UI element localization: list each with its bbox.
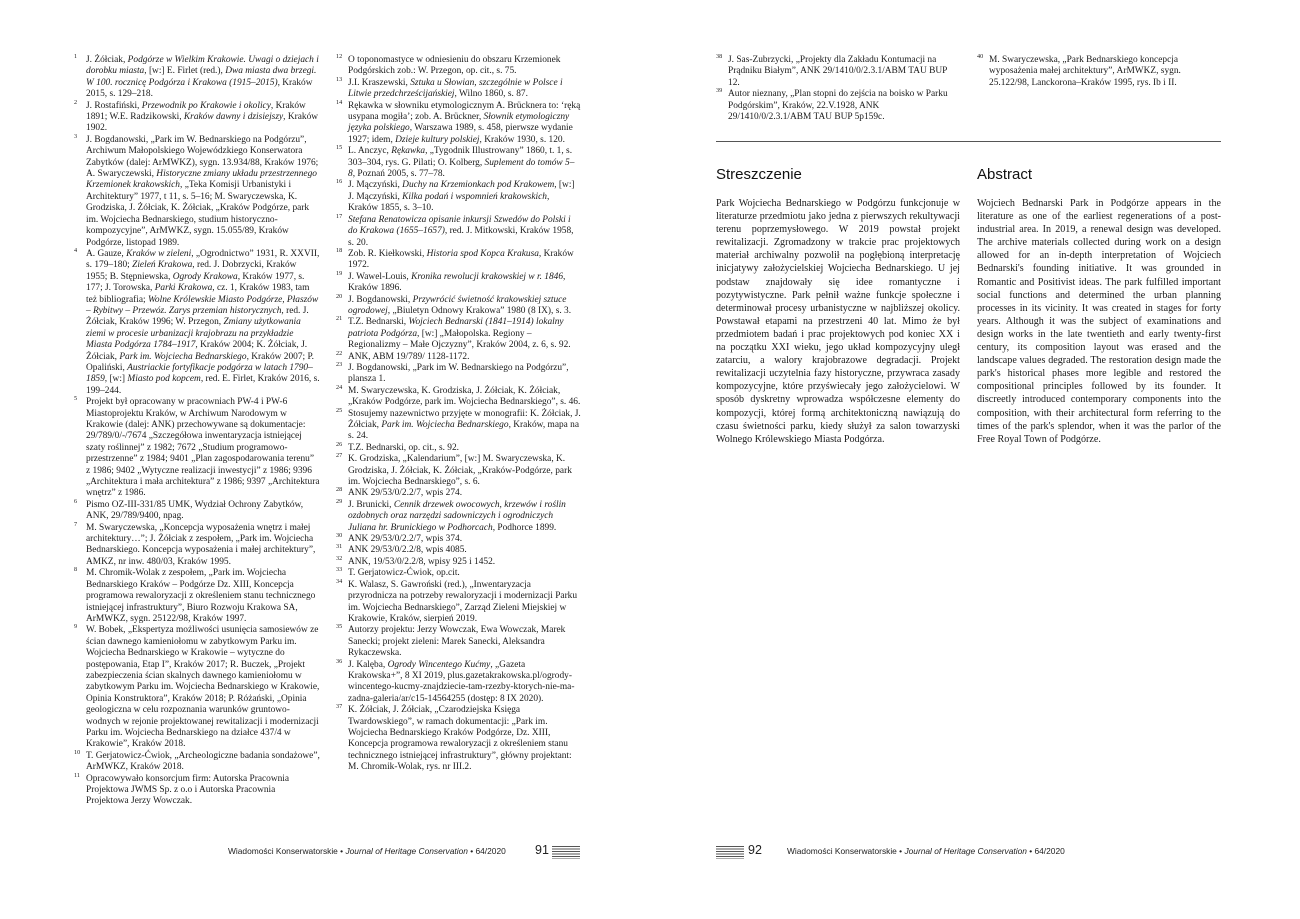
footnote-16 (336, 180, 581, 214)
footnote-text: J. Bogdanowski, Przywrócić świetność krakowskiej sztuce ogrodowej, „Biuletyn Odnowy Krakowa” 1980 (8 IX), s. 3. (348, 294, 572, 316)
footnote-number: 21 (336, 315, 343, 323)
footnote-35 (336, 625, 581, 659)
footnote-number: 3 (74, 132, 78, 140)
footnote-text: M. Swaryczewska, K. Grodziska, J. Żółciak, K. Żółciak, „Kraków Podgórze, park im. Wojciecha Bednarskiego”, s. 46. (348, 385, 581, 408)
footnote-7 (74, 520, 320, 569)
footnote-31 (336, 545, 581, 556)
footnote-29 (336, 497, 581, 534)
abstract-heading: Abstract (977, 166, 1033, 183)
footnote-25 (336, 406, 581, 443)
footnote-3 (74, 132, 320, 249)
footnote-number: 7 (74, 520, 78, 528)
footnote-text: T. Gerjatowicz-Ćwiok, „Archeologiczne badania sondażowe”, ArMWKZ, Kraków 2018. (86, 750, 320, 773)
footnote-number: 36 (336, 657, 343, 665)
footer-journal-title-en: Journal of Heritage Conservation (904, 846, 1027, 856)
footnote-text: J. Sas-Zubrzycki, „Projekty dla Zakładu Kontumacji na Prądniku Białym”, ANK 29/1410/0/2.3.1/ABM TAU BUP 12. (728, 55, 948, 88)
footnote-15 (336, 146, 581, 180)
footnote-number: 29 (336, 497, 343, 505)
footnotes-column-1 (74, 55, 320, 808)
footnote-text: J. Żółciak, Podgórze w Wielkim Krakowie. Uwagi o dziejach i dorobku miasta, [w:] E. Firlet (red.), Dwa miasta dwa brzegi. W 100. rocznicę Podgórza i Krakowa (1915–2015), Kraków 2015, s. 129–218. (86, 55, 319, 100)
right-page (650, 0, 1300, 919)
footnote-text: Zob. R. Kiełkowski, Historia spod Kopca Krakusa, Kraków 1972. (348, 248, 574, 271)
footnote-39 (716, 89, 960, 123)
footnote-23 (336, 360, 581, 386)
footer-journal-title: Wiadomości Konserwatorskie (787, 846, 897, 856)
footnote-26 (336, 440, 581, 454)
footnote-text: J. Mączyński, Duchy na Krzemionkach pod Krakowem, [w:] J. Mączyński, Kilka podań i wspomnień krakowskich, Kraków 1855, s. 3–10. (348, 180, 575, 214)
footnote-number: 15 (336, 144, 343, 152)
footnote-text: M. Swaryczewska, „Koncepcja wyposażenia wnętrz i małej architektury…”; J. Żółciak z zespołem, „Park im. Wojciecha Bednarskiego. Koncepcja wyposażenia i małej architektury”, AMKZ, nr inw. 480/03, Kraków 1995. (86, 522, 316, 567)
footnote-number: 22 (336, 349, 343, 357)
footnote-text: ANK, 19/53/0/2.2/8, wpisy 925 i 1452. (348, 556, 496, 567)
footnote-text: K. Żółciak, J. Żółciak, „Czarodziejska Księga Twardowskiego”, w ramach dokumentacji: „Park im. Wojciecha Bednarskiego Kraków Podgórze, Dz. XIII, Koncepcja programowa rewaloryzacji z określeniem stanu technicznego istniejącej infrastruktury”, główny projektant: M. Chromik-Wolak, rys. nr III.2. (348, 705, 572, 773)
streszczenie-text: Park Wojciecha Bednarskiego w Podgórzu funkcjonuje w literaturze przedmiotu jako jedna z pierwszych rekultywacji terenu poprzemysłowego. W 2019 powstał projekt rewitalizacji. Zgromadzony w trakcie prac projektowych materiał archiwalny pozwolił na pogłębioną interpretację inicjatywy założycielskiej Wojciecha Bednarskiego. U jej podstaw znajdowały się idee romantyczne i pozytywistyczne. Park pełnił ważne funkcje społeczne i determinował procesy urbanistyczne w najbliższej okolicy. Powstawał etapami na przestrzeni 40 lat. Mimo że był przedmiotem badań i prac projektowych pod koniec XX i na początku XXI wieku, jego układ kompozycyjny uległ zatarciu, a walory krajobrazowe degradacji. Projekt rewitalizacji uczytelnia fazy historyczne, przywraca zasady kompozycyjne, które przyświecały jego założycielowi. W sposób dyskretny wprowadza współczesne elementy do kompozycji, której formą architektoniczną nawiązują do czasu świetności parku, kiedy służył za salon towarzyski Wolnego Królewskiego Miasta Podgórza. (716, 198, 960, 445)
footnote-number: 5 (74, 395, 78, 403)
footnote-number: 4 (74, 246, 78, 254)
footnote-28 (336, 488, 581, 499)
streszczenie-heading: Streszczenie (716, 166, 802, 183)
footnote-17 (336, 212, 581, 249)
footnote-text: J. Brunicki, Cennik drzewek owocowych, krzewów i roślin ozdobnych oraz narzędzi sadowniczych i ogrodniczych Juliana hr. Brunickiego w Podhorcach, Podhorce 1899. (348, 499, 566, 533)
footnote-number: 20 (336, 292, 343, 300)
footnote-text: M. Chromik-Wolak z zespołem, „Park im. Wojciecha Bednarskiego Kraków – Podgórze Dz. XIII, Koncepcja programowa rewaloryzacji z określeniem stanu technicznego istniejącej infrastruktury”, Biuro Rozwoju Krakowa SA, ArMWKZ, sygn. 25122/98, Kraków 1997. (86, 568, 316, 624)
footnote-33 (336, 568, 581, 579)
footer-issue: 64/2020 (1034, 846, 1065, 856)
footnote-text: J. Kalęba, Ogrody Wincentego Kućmy, „Gazeta Krakowska+”, 8 XI 2019, plus.gazetakrakowska.pl/ogrody-wincentego-kucmy-znajdziecie-tam-rzezby-ktorych-nie-ma-zadna-galeria/ar/c15-14564255 (dostęp: 8 IX 2020). (348, 659, 575, 704)
footnote-text: J. Bogdanowski, „Park im W. Bednarskiego na Podgórzu”, plansza 1. (348, 362, 569, 385)
footnote-11 (74, 771, 320, 808)
footnote-text: K. Grodziska, „Kalendarium”, [w:] M. Swaryczewska, K. Grodziska, J. Żółciak, K. Żółciak, „Kraków-Podgórze, park im. Wojciecha Bednarskiego”, s. 6. (348, 454, 572, 488)
section-divider (716, 141, 1221, 142)
footnote-text: Autor nieznany, „Plan stopni do zejścia na boisko w Parku Podgórskim”, Kraków, 22.V.1928, ANK 29/1410/0/2.3.1/ABM TAU BUP 5p159c. (728, 89, 948, 123)
footnote-number: 17 (336, 212, 343, 220)
footer-journal-title-en: Journal of Heritage Conservation (345, 846, 468, 856)
footnote-number: 35 (336, 623, 343, 631)
footnote-text: Stosujemy nazewnictwo przyjęte w monografii: K. Żółciak, J. Żółciak, Park im. Wojciecha Bednarskiego, Kraków, mapa na s. 24. (348, 408, 581, 442)
footnote-number: 31 (336, 543, 343, 551)
footnotes-column-2 (977, 55, 1221, 89)
footnote-number: 39 (716, 87, 723, 95)
footnote-number: 25 (336, 406, 343, 414)
footnote-number: 32 (336, 554, 343, 562)
footnote-number: 9 (74, 623, 78, 631)
footnote-number: 40 (977, 53, 984, 60)
footnote-4 (74, 246, 320, 397)
footnote-number: 28 (336, 486, 343, 494)
footnote-number: 38 (716, 53, 723, 60)
footnote-text: ANK, ABM 19/789/ 1128-1172. (348, 351, 470, 362)
footnote-24 (336, 383, 581, 409)
footnotes-column-2 (336, 55, 581, 774)
footnote-text: Autorzy projektu: Jerzy Wowczak, Ewa Wowczak, Marek Sanecki; projekt zieleni: Marek Sanecki, Aleksandra Rykaczewska. (348, 625, 566, 659)
footnote-2 (74, 98, 320, 135)
footnotes-column-1 (716, 55, 960, 123)
footnote-19 (336, 269, 581, 295)
footnote-text: Rękawka w słowniku etymologicznym A. Brücknera to: ‘ręką usypana mogiła’; zob. A. Brückner, Słownik etymologiczny języka polskiego, Warszawa 1989, s. 458, pierwsze wydanie 1927; idem, Dzieje kultury polskiej, Kraków 1930, s. 120. (348, 100, 581, 145)
footnote-text: Projekt był opracowany w pracowniach PW-4 i PW-6 Miastoprojektu Kraków, w Archiwum Narodowym w Krakowie (dalej: ANK) przechowywane są dokumentacje: 29/789/0/-/7674 „Szczegółowa inwentaryzacja istniejącej szaty roślinnej” z 1982; 7672 „Studium programowo-przestrzenne” z 1984; 9401 „Plan zagospodarowania terenu” z 1986; 9402 „Wytyczne realizacji inwestycji” z 1986; 9396 „Architektura i mała architektura” z 1986; 9397 „Architektura wnętrz” z 1986. (86, 397, 320, 499)
footnote-38 (716, 55, 960, 89)
footnote-8 (74, 568, 320, 625)
footnote-number: 10 (74, 748, 81, 756)
footnote-number: 2 (74, 98, 78, 106)
footnote-text: ANK 29/53/0/2.2/7, wpis 274. (348, 488, 463, 499)
footnote-1 (74, 55, 320, 101)
footnote-text: K. Walasz, S. Gawroński (red.), „Inwentaryzacja przyrodnicza na potrzeby rewaloryzacji i modernizacji Parku im. Wojciecha Bednarskiego”, Zarząd Zieleni Miejskiej w Krakowie, Kraków, sierpień 2019. (348, 579, 578, 624)
footnote-number: 34 (336, 577, 343, 585)
footnote-number: 1 (74, 53, 78, 60)
page-footer: Wiadomości Konserwatorskie • Journal of Heritage Conservation • 64/2020 (787, 846, 1065, 856)
footnote-21 (336, 317, 581, 351)
footer-issue: 64/2020 (475, 846, 506, 856)
abstract-text: Wojciech Bednarski Park in Podgórze appears in the literature as one of the earliest regenerations of a post-industrial area. In 2019, a renewal design was developed. The archive materials collected during work on a design allowed for an in-depth interpretation of Wojciech Bednarski's founding initiative. It was grounded in Romantic and Positivist ideas. The park fulfilled important social functions and determined the urban planning processes in its vicinity. It was created in stages for forty years. Although it was the subject of examinations and design works in the late twentieth and early twenty-first century, its composition layout was erased and the landscape values degraded. The restoration design made the park's historical phases more legible and restored the compositional principles followed by its founder. It discreetly introduced contemporary components into the composition, with their architectural form referring to the times of the park's splendor, when it was the parlor of the Free Royal Town of Podgórze. (977, 198, 1221, 445)
footnote-27 (336, 454, 581, 488)
page-number: 92 (748, 843, 762, 857)
footnote-text: ANK 29/53/0/2.2/8, wpis 4085. (348, 545, 467, 556)
footnote-number: 37 (336, 703, 343, 711)
footnote-number: 19 (336, 269, 343, 277)
footnote-text: J. Wawel-Louis, Kronika rewolucji krakowskiej w r. 1846, Kraków 1896. (348, 271, 566, 294)
footnote-number: 30 (336, 532, 343, 540)
footnote-number: 6 (74, 497, 78, 505)
footnote-number: 13 (336, 75, 343, 83)
footnote-37 (336, 705, 581, 773)
footnote-number: 23 (336, 360, 343, 368)
footnote-number: 16 (336, 178, 343, 186)
footnote-number: 8 (74, 566, 78, 574)
footnote-number: 33 (336, 566, 343, 574)
footnote-40 (977, 55, 1221, 89)
page-number: 91 (535, 843, 549, 857)
footnote-6 (74, 497, 320, 523)
footnote-text: T. Gerjatowicz-Ćwiok, op.cit. (348, 568, 460, 579)
page-number-lines-ornament (552, 846, 580, 859)
footnote-text: J. Bogdanowski, „Park im W. Bednarskiego na Podgórzu”, Archiwum Małopolskiego Wojewódzkiego Konserwatora Zabytków (dalej: ArMWKZ), sygn. 13.934/88, Kraków 1976; A. Swaryczewski, Historyczne zmiany układu przestrzennego Krzemionek krakowskich, „Teka Komisji Urbanistyki i Architektury” 1977, t 11, s. 5–16; M. Swaryczewska, K. Grodziska, J. Żółciak, K. Żółciak, „Kraków Podgórze, park im. Wojciecha Bednarskiego, studium historyczno-kompozycyjne”, ArMWKZ, sygn. 15.055/89, Kraków Podgórze, listopad 1989. (86, 134, 319, 248)
footnote-number: 27 (336, 452, 343, 460)
footnote-text: T.Z. Bednarski, Wojciech Bednarski (1841–1914) lokalny patriota Podgórza, [w:] „Małopolska. Regiony – Regionalizmy – Małe Ojczyzny”, Kraków 2004, z. 6, s. 92. (348, 317, 571, 351)
footnote-34 (336, 577, 581, 626)
page-number-lines-ornament (716, 846, 744, 859)
footnote-13 (336, 75, 581, 101)
footnote-10 (74, 748, 320, 774)
footnote-text: ANK 29/53/0/2.2/7, wpis 374. (348, 534, 463, 545)
footnote-text: O toponomastyce w odniesieniu do obszaru Krzemionek Podgórskich zob.: W. Przegon, op. cit., s. 75. (348, 55, 561, 77)
footnote-text: Opracowywało konsorcjum firm: Autorska Pracownia Projektowa JWMS Sp. z o.o i Autorska Pracownia Projektowa Jerzy Wowczak. (86, 773, 290, 807)
footnote-30 (336, 534, 581, 545)
footnote-text: Stefana Renatowicza opisanie inkursji Szwedów do Polski i do Krakowa (1655–1657), red. J. Mitkowski, Kraków 1958, s. 20. (348, 214, 574, 248)
footnote-text: T.Z. Bednarski, op. cit., s. 92. (348, 442, 460, 453)
footnote-36 (336, 657, 581, 706)
footer-journal-title: Wiadomości Konserwatorskie (228, 846, 338, 856)
footnote-text: L. Anczyc, Rękawka, „Tygodnik Illustrowany” 1860, t. 1, s. 303–304, rys. G. Pilati; O. Kolberg, Suplement do tomów 5–8, Poznań 2005, s. 77–78. (348, 146, 575, 180)
page-footer: Wiadomości Konserwatorskie • Journal of Heritage Conservation • 64/2020 (228, 846, 506, 856)
footnote-32 (336, 554, 581, 568)
footnote-number: 11 (74, 771, 80, 779)
footnote-text: J.I. Kraszewski, Sztuka u Słowian, szczególnie w Polsce i Litwie przedchrześcijańskiej, Wilno 1860, s. 87. (348, 77, 563, 100)
footnote-text: M. Swaryczewska, „Park Bednarskiego koncepcja wyposażenia małej architektury”, ArMWKZ, sygn. 25.122/98, Lanckorona–Kraków 1995, rys. Ib i II. (989, 55, 1181, 88)
footnote-text: Pismo OZ-III-331/85 UMK, Wydział Ochrony Zabytków, ANK, 29/789/9400, npag. (86, 499, 304, 522)
footnote-12 (336, 55, 581, 78)
footnote-text: J. Rostafiński, Przewodnik po Krakowie i okolicy, Kraków 1891; W.E. Radzikowski, Kraków dawny i dzisiejszy, Kraków 1902. (86, 100, 319, 134)
footnote-text: W. Bobek, „Ekspertyza możliwości usunięcia samosiewów ze ścian dawnego kamieniołomu w zabytkowym Parku im. Wojciecha Bednarskiego w Krakowie – wytyczne do postępowania, Etap I”, Kraków 2017; R. Buczek, „Projekt zabezpieczenia ścian skalnych dawnego kamieniołomu w zabytkowym Parku im. Wojciecha Bednarskiego w Krakowie, Opinia Konstruktora”, Kraków 2018; P. Różański, „Opinia geologiczna w celu rozpoznania warunków gruntowo-wodnych w rejonie projektowanej rewitalizacji i modernizacji Parku im. Wojciecha Bednarskiego na działce 437/4 w Krakowie”, Kraków 2018. (86, 625, 320, 750)
footnote-text: A. Gauze, Kraków w zieleni, „Ogrodnictwo” 1931, R. XXVII, s. 179–180; Zieleń Krakowa, red. J. Dobrzycki, Kraków 1955; B. Stępniewska, Ogrody Krakowa, Kraków 1977, s. 177; J. Torowska, Parki Krakowa, cz. 1, Kraków 1983, tam też bibliografia; Wolne Królewskie Miasto Podgórze, Płaszów – Rybitwy – Przewóz. Zarys przemian historycznych, red. J. Żółciak, Kraków 1996; W. Przegon, Zmiany użytkowania ziemi w procesie urbanizacji krajobrazu na przykładzie Miasta Podgórza 1784–1917, Kraków 2004; K. Żółciak, J. Żółciak, Park im. Wojciecha Bednarskiego, Kraków 2007; P. Opaliński, Austriackie fortyfikacje podgórza w latach 1790–1859, [w:] Miasto pod kopcem, red. E. Firlet, Kraków 2016, s. 199–244. (86, 248, 320, 396)
footnote-number: 26 (336, 440, 343, 448)
footnote-9 (74, 625, 320, 750)
footnote-5 (74, 397, 320, 500)
footnote-18 (336, 246, 581, 272)
footnote-14 (336, 98, 581, 147)
footnote-number: 12 (336, 53, 343, 60)
footnote-number: 18 (336, 246, 343, 254)
footnote-22 (336, 349, 581, 363)
footnote-number: 24 (336, 383, 343, 391)
footnote-number: 14 (336, 98, 343, 106)
footnote-20 (336, 292, 581, 318)
